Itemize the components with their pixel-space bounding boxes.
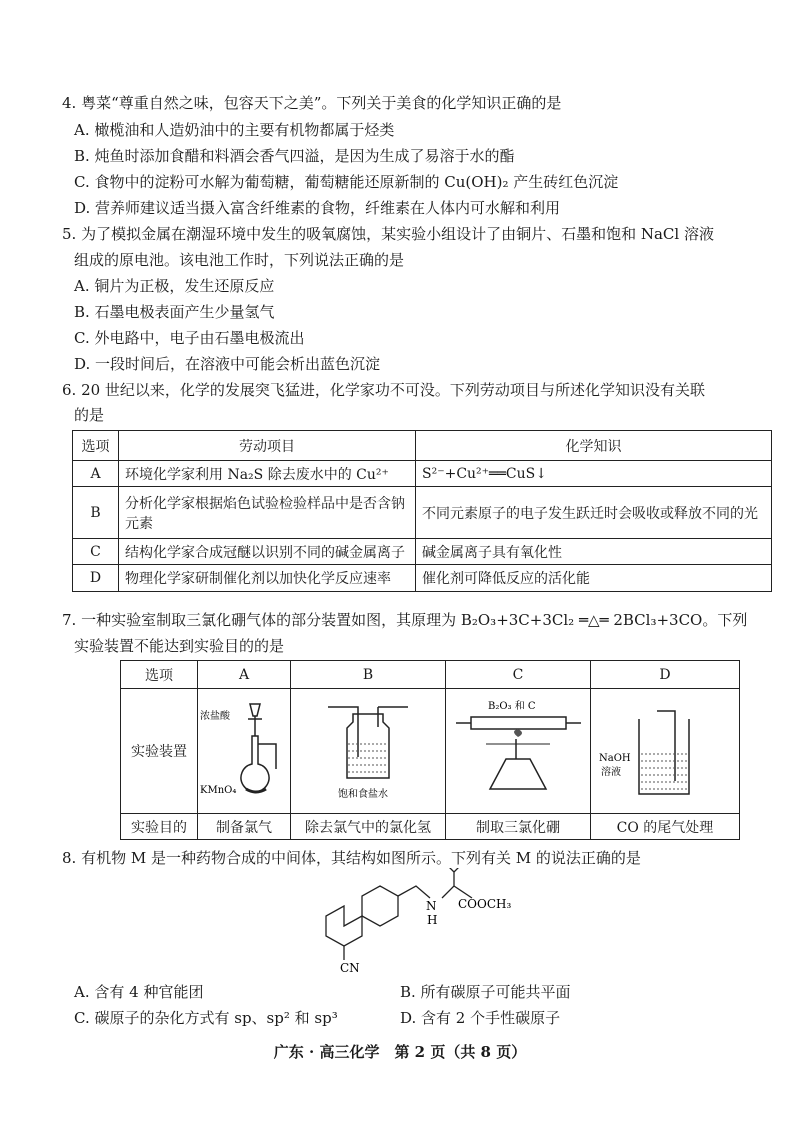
q8-stem: 8. 有机物 M 是一种药物合成的中间体，其结构如图所示。下列有关 M 的说法正确的是: [62, 849, 641, 867]
atom: N: [426, 899, 437, 913]
header: 化学知识: [416, 431, 772, 461]
row-label: 实验装置: [121, 689, 198, 814]
apparatus-b: [291, 689, 446, 814]
q6-stem-cont: 的是: [74, 406, 105, 424]
q4-option-c: C. 食物中的淀粉可水解为葡萄糖，葡萄糖能还原新制的 Cu(OH)₂ 产生砖红色沉淀: [74, 173, 619, 191]
q5-option-b: B. 石墨电极表面产生少量氢气: [74, 303, 275, 321]
cell: 制备氯气: [198, 814, 291, 840]
cell: 不同元素原子的电子发生跃迁时会吸收或释放不同的光: [416, 487, 772, 539]
header: 选项: [121, 661, 198, 689]
cell: CO 的尾气处理: [591, 814, 740, 840]
atom: H: [427, 913, 438, 927]
atom: CN: [340, 961, 360, 975]
header: D: [591, 661, 740, 689]
q6-table: [72, 430, 772, 592]
q8-option-b: B. 所有碳原子可能共平面: [400, 983, 571, 1001]
q8-option-a: A. 含有 4 种官能团: [74, 983, 204, 1001]
cell: D: [73, 565, 119, 592]
apparatus-c: [446, 689, 591, 814]
q7-stem: 7. 一种实验室制取三氯化硼气体的部分装置如图，其原理为 B₂O₃+3C+3Cl₂ ═△═ 2BCl₃+3CO。下列: [62, 611, 748, 629]
label: NaOH: [599, 753, 631, 764]
row-label: 实验目的: [121, 814, 198, 840]
cell: B: [73, 487, 119, 539]
q4-option-a: A. 橄榄油和人造奶油中的主要有机物都属于烃类: [74, 121, 395, 139]
q8-option-c: C. 碳原子的杂化方式有 sp、sp² 和 sp³: [74, 1009, 338, 1027]
apparatus-d: [591, 689, 740, 814]
q7-stem-cont: 实验装置不能达到实验目的的是: [74, 637, 285, 655]
q5-stem: 5. 为了模拟金属在潮湿环境中发生的吸氧腐蚀，某实验小组设计了由铜片、石墨和饱和 NaCl 溶液: [62, 225, 714, 243]
q4-stem: 4. 粤菜“尊重自然之味，包容天下之美”。下列关于美食的化学知识正确的是: [62, 94, 562, 112]
header: A: [198, 661, 291, 689]
cell: A: [73, 461, 119, 487]
q5-option-d: D. 一段时间后，在溶液中可能会析出蓝色沉淀: [74, 355, 381, 373]
cell: 结构化学家合成冠醚以识别不同的碱金属离子: [119, 539, 416, 565]
header: C: [446, 661, 591, 689]
label: B₂O₃ 和 C: [488, 701, 536, 712]
cell: C: [73, 539, 119, 565]
label: 溶液: [601, 767, 621, 778]
q5-option-a: A. 铜片为正极，发生还原反应: [74, 277, 275, 295]
header: 劳动项目: [119, 431, 416, 461]
cell: 环境化学家利用 Na₂S 除去废水中的 Cu²⁺: [119, 461, 416, 487]
cell: S²⁻+Cu²⁺══CuS↓: [416, 461, 772, 487]
atom: COOCH₃: [458, 897, 512, 911]
cell: 除去氯气中的氯化氢: [291, 814, 446, 840]
apparatus-a: [198, 689, 291, 814]
label: 饱和食盐水: [338, 789, 388, 800]
label: 浓盐酸: [200, 711, 230, 722]
header: 选项: [73, 431, 119, 461]
q7-table: [120, 660, 740, 840]
molecule-structure: [320, 868, 520, 978]
q6-stem: 6. 20 世纪以来，化学的发展突飞猛进，化学家功不可没。下列劳动项目与所述化学知识没有关联: [62, 381, 705, 399]
cell: 碱金属离子具有氧化性: [416, 539, 772, 565]
header: B: [291, 661, 446, 689]
page-footer: 广东 · 高三化学 第 2 页（共 8 页）: [273, 1043, 527, 1061]
q8-option-d: D. 含有 2 个手性碳原子: [400, 1009, 561, 1027]
cell: 分析化学家根据焰色试验检验样品中是否含钠元素: [119, 487, 416, 539]
cell: 催化剂可降低反应的活化能: [416, 565, 772, 592]
q4-option-b: B. 炖鱼时添加食醋和料酒会香气四溢，是因为生成了易溶于水的酯: [74, 147, 515, 165]
q4-option-d: D. 营养师建议适当摄入富含纤维素的食物，纤维素在人体内可水解和利用: [74, 199, 561, 217]
q5-option-c: C. 外电路中，电子由石墨电极流出: [74, 329, 305, 347]
label: KMnO₄: [200, 785, 237, 796]
cell: 制取三氯化硼: [446, 814, 591, 840]
q5-stem-cont: 组成的原电池。该电池工作时，下列说法正确的是: [74, 251, 405, 269]
cell: 物理化学家研制催化剂以加快化学反应速率: [119, 565, 416, 592]
